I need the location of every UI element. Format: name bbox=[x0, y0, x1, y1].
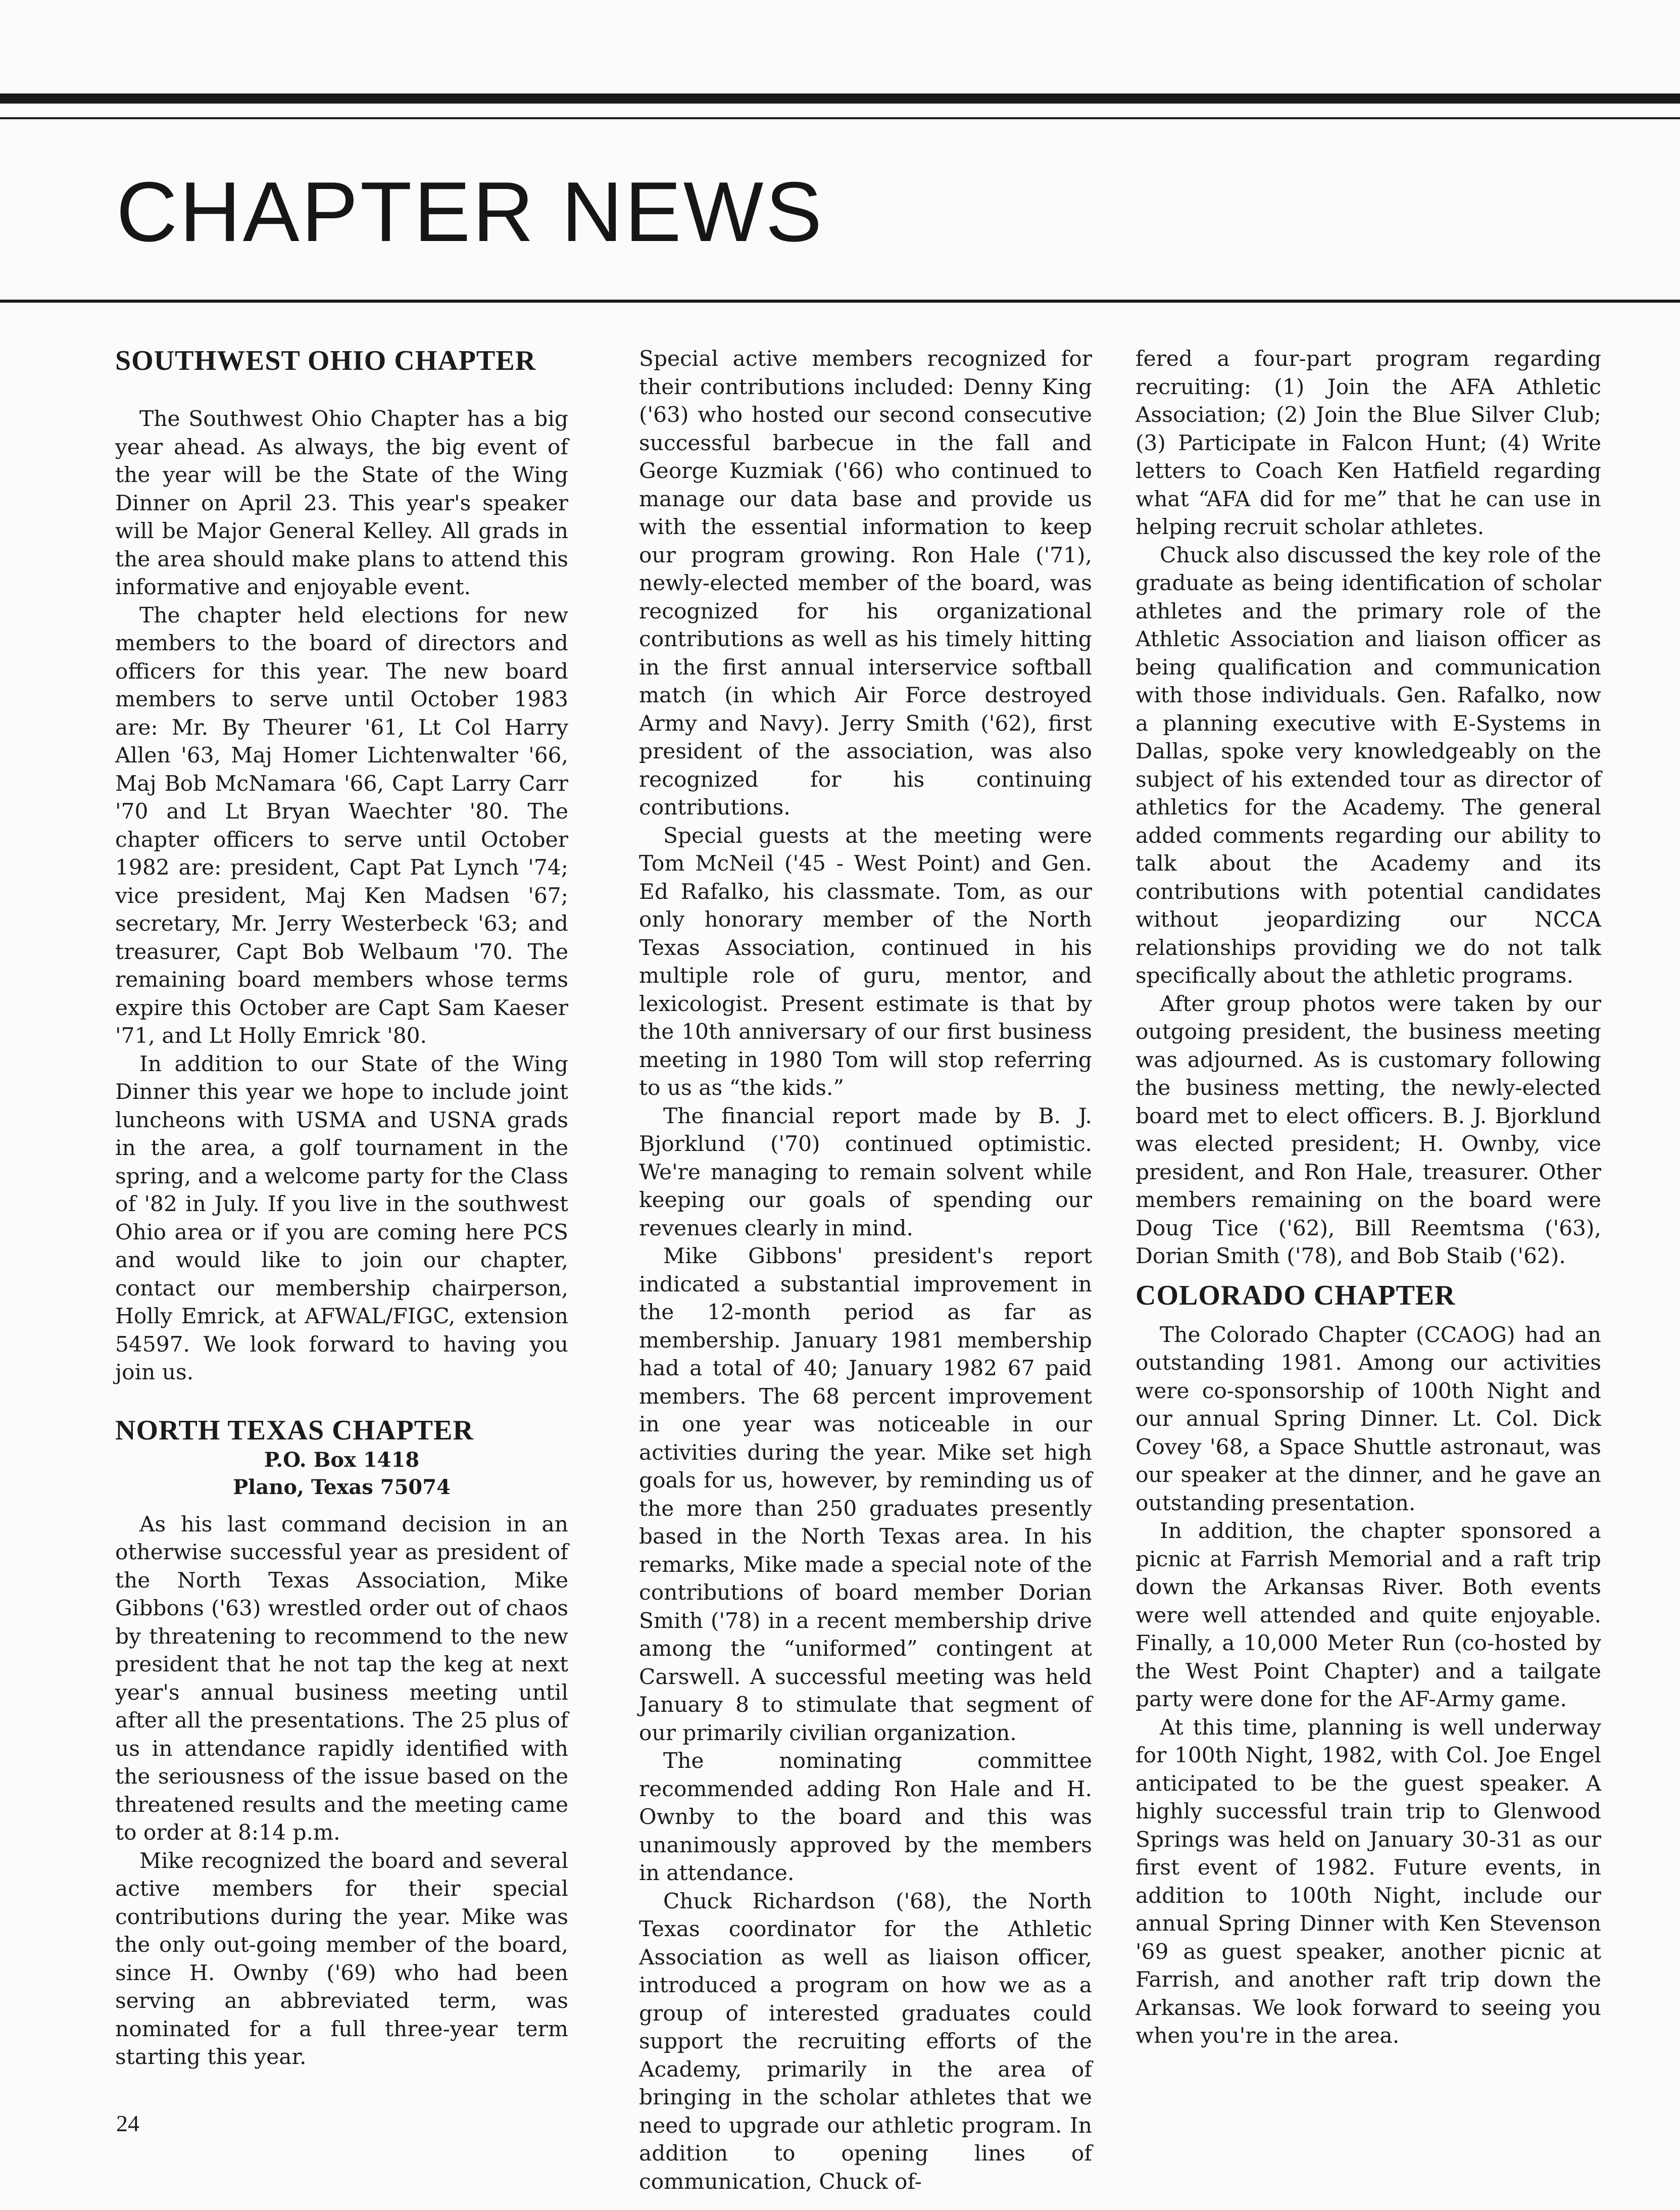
page-title: CHAPTER NEWS bbox=[116, 164, 824, 259]
column-3 bbox=[1135, 345, 1601, 2143]
spacer bbox=[115, 1386, 568, 1414]
article-paragraph: Chuck also discussed the key role of the graduate as being identification of scholar athletes and the primary role of the Athletic Association and liaison officer as being qualification and communication with those individuals. Gen. Rafalko, now a planning executive with E-Systems in Dallas, spoke very knowledgeably on the subject of his extended tour as director of athletics for the Academy. The general added comments regarding our ability to talk about the Academy and its contributions with potential candidates without jeopardizing our NCCA relationships providing we do not talk specifically about the athletic programs. bbox=[1135, 542, 1601, 988]
page-number: 24 bbox=[116, 2110, 139, 2136]
article-paragraph: Special guests at the meeting were Tom McNeil ('45 - West Point) and Gen. Ed Rafalko, his classmate. Tom, as our only honorary member of the North Texas Association, continued in his multiple role of guru, mentor, and lexicologist. Present estimate is that by the 10th anniversary of our first business meeting in 1980 Tom will stop referring to us as “the kids.” bbox=[639, 823, 1092, 1100]
article-paragraph: The chapter held elections for new members to the board of directors and officers for this year. The new board members to serve until October 1983 are: Mr. By Theurer '61, Lt Col Harry Allen '63, Maj Homer Lichtenwalter '66, Maj Bob McNamara '66, Capt Larry Carr '70 and Lt Bryan Waechter '80. The chapter officers to serve until October 1982 are: president, Capt Pat Lynch '74; vice president, Maj Ken Madsen '67; secretary, Mr. Jerry Westerbeck '63; and treasurer, Capt Bob Welbaum '70. The remaining board members whose terms expire this October are Capt Sam Kaeser '71, and Lt Holly Emrick '80. bbox=[115, 602, 568, 1048]
article-paragraph: The financial report made by B. J. Bjorklund ('70) continued optimistic. We're managing to remain solvent while keeping our goals of spending our revenues clearly in mind. bbox=[639, 1103, 1092, 1240]
article-paragraph: The nominating committee recommended adding Ron Hale and H. Ownby to the board and this was unanimously approved by the members in attendance. bbox=[639, 1748, 1092, 1885]
article-paragraph-continued: Special active members recognized for their contributions included: Denny King ('63) who hosted our second consecutive successful barbecue in the fall and George Kuzmiak ('66) who continued to manage our data base and provide us with the essential information to keep our program growing. Ron Hale ('71), newly-elected member of the board, was recognized for his organizational contributions as well as his timely hitting in the first annual interservice softball match (in which Air Force destroyed Army and Navy). Jerry Smith ('62), first president of the association, was also recognized for his continuing contributions. bbox=[639, 346, 1092, 820]
article-paragraph: Mike recognized the board and several active members for their special contributions during the year. Mike was the only out-going member of the board, since H. Ownby ('69) who had been serving an abbreviated term, was nominated for a full three-year term starting this year. bbox=[115, 1848, 568, 2069]
spacer bbox=[115, 377, 568, 405]
spacer bbox=[115, 1501, 568, 1510]
column-1 bbox=[115, 345, 568, 2143]
article-paragraph: The Southwest Ohio Chapter has a big year ahead. As always, the big event of the year will be the State of the Wing Dinner on April 23. This year's speaker will be Major General Kelley. All grads in the area should make plans to attend this informative and enjoyable event. bbox=[115, 406, 568, 599]
section-heading: COLORADO CHAPTER bbox=[1135, 1279, 1456, 1311]
article-paragraph: As his last command decision in an otherwise successful year as president of the North Texas Association, Mike Gibbons ('63) wrestled order out of chaos by threatening to recommend to the new president that he not tap the keg at next year's annual business meeting until after all the presentations. The 25 plus of us in attendance rapidly identified with the seriousness of the issue based on the threatened results and the meeting came to order at 8:14 p.m. bbox=[115, 1511, 568, 1845]
article-paragraph: The Colorado Chapter (CCAOG) had an outstanding 1981. Among our activities were co-sponsorship of 100th Night and our annual Spring Dinner. Lt. Col. Dick Covey '68, a Space Shuttle astronaut, was our speaker at the dinner, and he gave an outstanding presentation. bbox=[1135, 1322, 1601, 1515]
top-thick-rule bbox=[0, 93, 1680, 104]
chapter-address-line: P.O. Box 1418 bbox=[264, 1448, 420, 1472]
article-paragraph: Mike Gibbons' president's report indicated a substantial improvement in the 12-month period as far as membership. January 1981 membership had a total of 40; January 1982 67 paid members. The 68 percent improvement in one year was noticeable in our activities during the year. Mike set high goals for us, however, by reminding us of the more than 250 graduates presently based in the North Texas area. In his remarks, Mike made a special note of the contributions of board member Dorian Smith ('78) in a recent membership drive among the “uniformed” contingent at Carswell. A successful meeting was held January 8 to stimulate that segment of our primarily civilian organization. bbox=[639, 1243, 1092, 1745]
top-thin-rule bbox=[0, 117, 1680, 119]
column-2 bbox=[639, 345, 1092, 2194]
article-paragraph: At this time, planning is well underway for 100th Night, 1982, with Col. Joe Engel anticipated to be the guest speaker. A highly successful train trip to Glenwood Springs was held on January 30-31 as our first event of 1982. Future events, in addition to 100th Night, include our annual Spring Dinner with Ken Stevenson '69 as guest speaker, another picnic at Farrish, and another raft trip down the Arkansas. We look forward to seeing you when you're in the area. bbox=[1135, 1714, 1601, 2048]
article-paragraph: In addition, the chapter sponsored a picnic at Farrish Memorial and a raft trip down the Arkansas River. Both events were well attended and quite enjoyable. Finally, a 10,000 Meter Run (co-hosted by the West Point Chapter) and a tailgate party were done for the AF-Army game. bbox=[1135, 1518, 1601, 1711]
article-paragraph: After group photos were taken by our outgoing president, the business meeting was adjourned. As is customary following the business metting, the newly-elected board met to elect officers. B. J. Bjorklund was elected president; H. Ownby, vice president, and Ron Hale, treasurer. Other members remaining on the board were Doug Tice ('62), Bill Reemtsma ('63), Dorian Smith ('78), and Bob Staib ('62). bbox=[1135, 991, 1601, 1268]
article-paragraph: In addition to our State of the Wing Dinner this year we hope to include joint luncheons with USMA and USNA grads in the area, a golf tournament in the spring, and a welcome party for the Class of '82 in July. If you live in the southwest Ohio area or if you are coming here PCS and would like to join our chapter, contact our membership chairperson, Holly Emrick, at AFWAL/FIGC, extension 54597. We look forward to having you join us. bbox=[115, 1051, 568, 1384]
article-paragraph: Chuck Richardson ('68), the North Texas coordinator for the Athletic Association as well as liaison officer, introduced a program on how we as a group of interested graduates could support the recruiting efforts of the Academy, primarily in the area of bringing in the scholar athletes that we need to upgrade our athletic program. In addition to opening lines of communication, Chuck of- bbox=[639, 1888, 1092, 2194]
section-heading: NORTH TEXAS CHAPTER bbox=[115, 1414, 474, 1446]
article-paragraph-continued: fered a four-part program regarding recruiting: (1) Join the AFA Athletic Association; (2) Join the Blue Silver Club; (3) Participate in Falcon Hunt; (4) Write letters to Coach Ken Hatfield regarding what “AFA did for me” that he can use in helping recruit scholar athletes. bbox=[1135, 346, 1601, 539]
spacer bbox=[1135, 1312, 1601, 1321]
section-heading: SOUTHWEST OHIO CHAPTER bbox=[115, 345, 536, 376]
spacer bbox=[1135, 1270, 1601, 1279]
title-underline-rule bbox=[0, 300, 1680, 303]
chapter-address-line: Plano, Texas 75074 bbox=[233, 1475, 451, 1499]
